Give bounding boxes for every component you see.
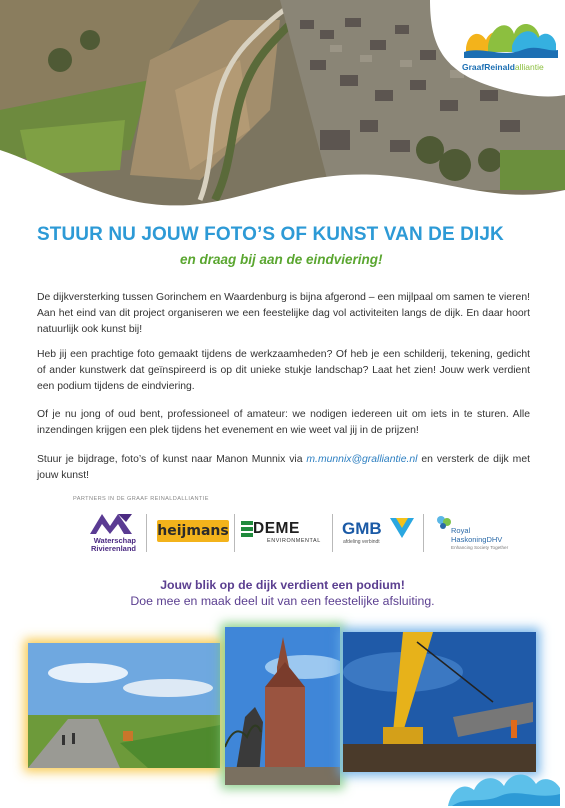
cta-headline: Jouw blik op de dijk verdient een podium!	[160, 578, 405, 592]
invitation-paragraph: Of je nu jong of oud bent, professioneel of amateur: we nodigen iedereen uit om iets in te sturen. Alle inzendingen krijgen een plek tijdens het evenement en wie weet val jij in de prijzen!	[37, 409, 530, 436]
deme-mark-icon	[241, 521, 253, 537]
page-title: STUUR NU JOUW FOTO’S OF KUNST VAN DE DIJK	[37, 224, 504, 245]
partner-divider	[234, 514, 235, 552]
deme-subtitle: ENVIRONMENTAL	[267, 538, 321, 544]
deme-logo: DEME	[253, 520, 300, 537]
waterschap-text: Waterschap Rivierenland	[90, 536, 136, 553]
partner-divider	[146, 514, 147, 552]
page-subtitle: en draag bij aan de eindviering!	[180, 252, 383, 267]
footer-wave-logo	[448, 760, 560, 806]
contact-email-link[interactable]: m.munnix@gralliantie.nl	[306, 454, 418, 465]
partners-label: PARTNERS IN DE GRAAF REINALDALLIANTIE	[73, 496, 209, 502]
gmb-subtitle: afdeling verbindt	[343, 539, 380, 545]
partner-logos	[60, 508, 510, 556]
church-statue-photo	[225, 627, 340, 785]
waterschap-rivierenland-logo	[88, 510, 136, 538]
contact-paragraph: Stuur je bijdrage, foto’s of kunst naar Manon Munnix via m.munnix@gralliantie.nl en versterk de dijk met jouw kunst!	[37, 454, 530, 481]
dike-path-cyclists-photo	[28, 643, 220, 768]
royal-haskoning-logo: Royal HaskoningDHV	[451, 526, 503, 544]
intro-paragraph: De dijkversterking tussen Gorinchem en Waardenburg is bijna afgerond – een mijlpaal om samen te vieren! Aan het eind van dit project organiseren we een feestelijke dag vol activiteiten langs de dijk. En daar hoort natuurlijk ook kunst bij!	[37, 292, 530, 335]
gmb-arrow-icon	[390, 518, 414, 540]
crane-construction-photo	[343, 632, 536, 772]
partner-divider	[332, 514, 333, 552]
heijmans-logo: heijmans	[157, 520, 229, 542]
brand-name: GraafReinaldalliantie	[462, 62, 544, 72]
royal-haskoning-tagline: Enhancing Society Together	[451, 545, 509, 550]
gmb-logo: GMB	[342, 519, 382, 538]
submission-paragraph: Heb jij een prachtige foto gemaakt tijdens de werkzaamheden? Of heb je een schilderij, tekening, gedicht of ander kunstwerk dat geïnspireerd is op dit unieke stukje landschap? Laat het zien! Jouw werk verdient een podium tijdens de eindviering.	[37, 349, 530, 392]
cta-subline: Doe mee en maak deel uit van een feestelijke afsluiting.	[130, 594, 435, 608]
partner-divider	[423, 514, 424, 552]
